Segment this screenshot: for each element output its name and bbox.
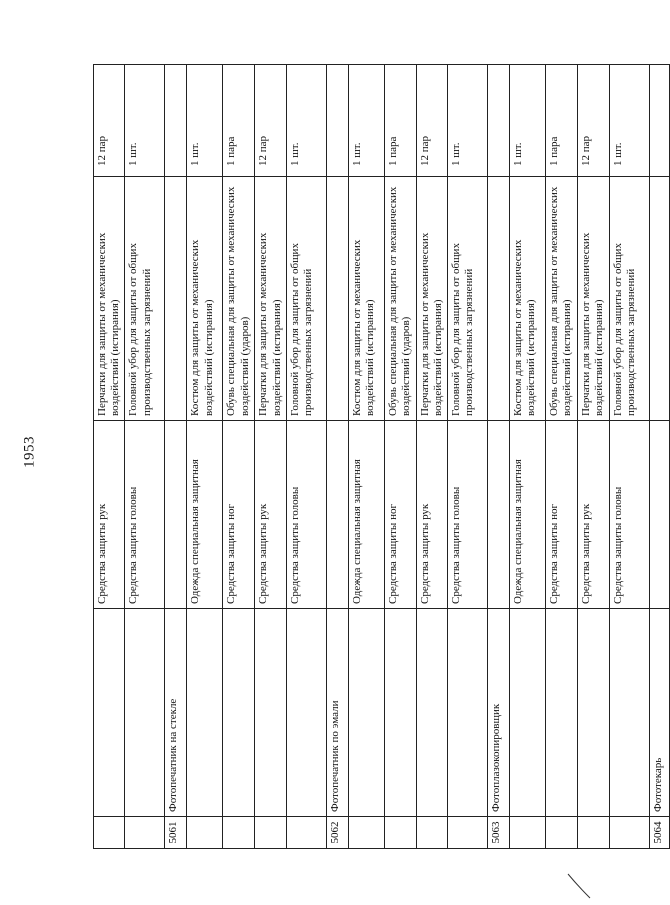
cell-category [165,421,187,609]
cell-quantity: 1 пара [384,65,416,177]
cell-item [649,177,669,421]
table-row [255,65,286,849]
cell-item [488,177,510,421]
table-row [326,65,348,849]
cell-item: Обувь специальная для защиты от механических воздействий (истирания) [546,177,578,421]
cell-code: 5064 [649,817,669,849]
cell-category: Средства защиты рук [255,421,286,609]
cell-code: 5061 [165,817,187,849]
cell-code [448,817,488,849]
cell-profession [223,609,255,817]
cell-item: Обувь специальная для защиты от механических воздействий (ударов) [223,177,255,421]
cell-code [510,817,546,849]
table-row [384,65,416,849]
cell-item: Головной убор для защиты от общих производственных загрязнений [448,177,488,421]
cell-profession [546,609,578,817]
cell-quantity: 1 шт. [286,65,326,177]
cell-profession [416,609,447,817]
cell-item: Перчатки для защиты от механических воздействий (истирания) [255,177,286,421]
table-row [546,65,578,849]
cell-item: Обувь специальная для защиты от механических воздействий (ударов) [384,177,416,421]
cell-code [125,817,165,849]
cell-code [546,817,578,849]
cell-code [609,817,649,849]
cell-item [165,177,187,421]
cell-profession [510,609,546,817]
cell-category: Средства защиты ног [546,421,578,609]
cell-category: Одежда специальная защитная [510,421,546,609]
cell-code [255,817,286,849]
cell-profession [125,609,165,817]
table-row [609,65,649,849]
cell-category: Средства защиты головы [286,421,326,609]
cell-category: Одежда специальная защитная [187,421,223,609]
table-row [448,65,488,849]
cell-item: Головной убор для защиты от общих производственных загрязнений [609,177,649,421]
cell-code: 5062 [326,817,348,849]
cell-category: Средства защиты ног [223,421,255,609]
cell-quantity: 1 шт. [125,65,165,177]
cell-code [94,817,125,849]
cell-quantity: 1 пара [223,65,255,177]
cell-profession [609,609,649,817]
cell-item [326,177,348,421]
cell-code: 5063 [488,817,510,849]
cell-item: Головной убор для защиты от общих производственных загрязнений [125,177,165,421]
cell-category [488,421,510,609]
cell-code [286,817,326,849]
table-row [488,65,510,849]
cell-profession [94,609,125,817]
cell-profession [448,609,488,817]
cell-code [223,817,255,849]
cell-code [187,817,223,849]
cell-item: Перчатки для защиты от механических воздействий (истирания) [416,177,447,421]
cell-code [578,817,609,849]
cell-item: Костюм для защиты от механических воздействий (истирания) [510,177,546,421]
cell-category: Средства защиты головы [448,421,488,609]
cell-category: Средства защиты рук [416,421,447,609]
cell-quantity [488,65,510,177]
cell-quantity: 12 пар [578,65,609,177]
cell-quantity [326,65,348,177]
table-row [94,65,125,849]
cell-category [326,421,348,609]
cell-profession: Фототекарь [649,609,669,817]
cell-quantity: 1 шт. [187,65,223,177]
cell-profession [187,609,223,817]
cell-quantity [165,65,187,177]
cell-code [416,817,447,849]
cell-code [348,817,384,849]
cell-profession: Фотопечатник на стекле [165,609,187,817]
table-body [94,65,670,849]
table-row [125,65,165,849]
cell-quantity: 12 пар [94,65,125,177]
cell-category [649,421,669,609]
page-number: 1953 [21,436,38,468]
cell-code [384,817,416,849]
table-row [187,65,223,849]
cell-profession [578,609,609,817]
cell-quantity: 1 пара [546,65,578,177]
cell-profession [255,609,286,817]
cell-item: Головной убор для защиты от общих производственных загрязнений [286,177,326,421]
table-row [348,65,384,849]
table-row [649,65,669,849]
rotated-table-container [93,65,664,849]
cell-category: Средства защиты рук [578,421,609,609]
table-row [165,65,187,849]
cell-category: Средства защиты головы [125,421,165,609]
cell-category: Средства защиты рук [94,421,125,609]
cell-quantity: 1 шт. [348,65,384,177]
table-row [416,65,447,849]
cell-item: Перчатки для защиты от механических воздействий (истирания) [94,177,125,421]
cell-quantity: 1 шт. [448,65,488,177]
cell-quantity: 12 пар [416,65,447,177]
table-row [286,65,326,849]
cell-profession: Фотопечатник по эмали [326,609,348,817]
cell-quantity [649,65,669,177]
cell-profession [384,609,416,817]
cell-profession [348,609,384,817]
cell-category: Средства защиты ног [384,421,416,609]
table-row [223,65,255,849]
cell-profession: Фотоплазокопировщик [488,609,510,817]
ppe-table [93,64,670,849]
cell-quantity: 1 шт. [510,65,546,177]
cell-profession [286,609,326,817]
cell-item: Костюм для защиты от механических воздействий (истирания) [187,177,223,421]
cell-item: Костюм для защиты от механических воздействий (истирания) [348,177,384,421]
table-row [578,65,609,849]
table-row [510,65,546,849]
cell-category: Средства защиты головы [609,421,649,609]
cell-quantity: 12 пар [255,65,286,177]
scan-mark-icon [566,872,596,902]
cell-category: Одежда специальная защитная [348,421,384,609]
cell-item: Перчатки для защиты от механических воздействий (истирания) [578,177,609,421]
cell-quantity: 1 шт. [609,65,649,177]
